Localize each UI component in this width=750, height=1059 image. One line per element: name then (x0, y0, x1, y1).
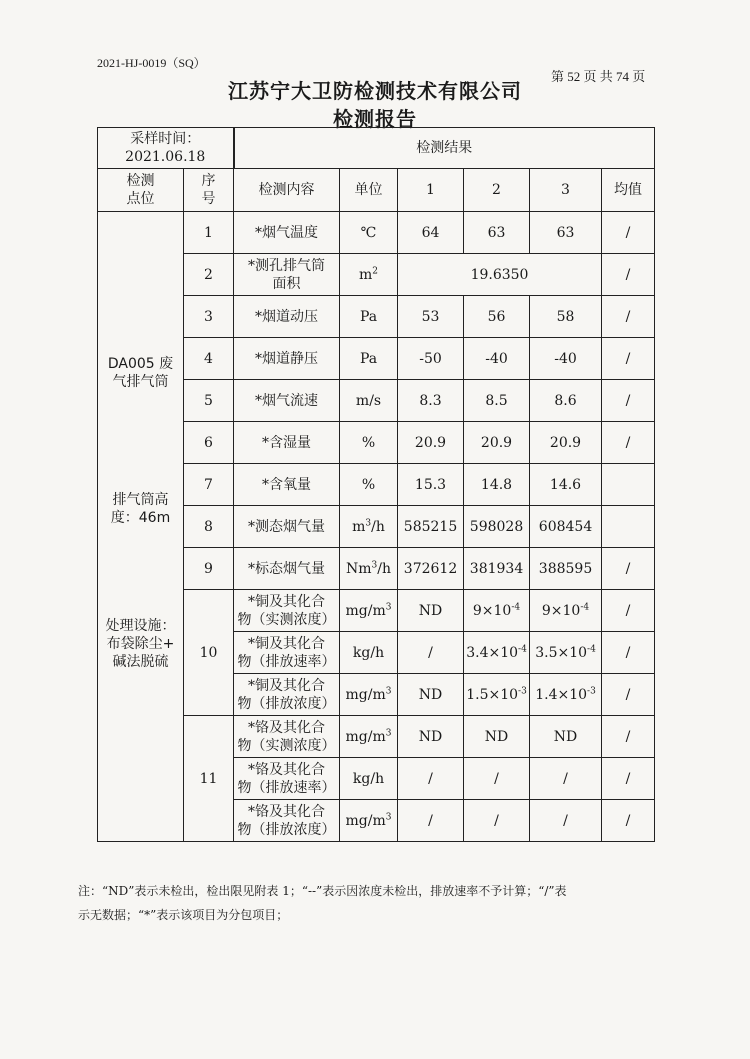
facility-line1: 处理设施： (105, 617, 176, 634)
row-item (234, 800, 340, 842)
row-item: *标态烟气量 (234, 548, 340, 590)
row-v3: / (530, 758, 602, 800)
row-item: *烟道静压 (234, 338, 340, 380)
row-v2: 56 (464, 296, 530, 338)
col-item-header: 检测内容 (234, 169, 340, 212)
value-exp: -4 (587, 643, 596, 654)
facility-line2: 布袋除尘+ (106, 635, 175, 652)
unit-base: Nm (346, 560, 372, 577)
row-avg: / (602, 338, 655, 380)
row-avg: / (602, 674, 655, 716)
row-item (234, 716, 340, 758)
row-v1: 64 (398, 212, 464, 254)
row-v2: 20.9 (464, 422, 530, 464)
row-item-line2: 物（实测浓度） (237, 737, 336, 754)
row-no: 7 (184, 464, 234, 506)
table-row (98, 212, 655, 254)
row-unit (340, 716, 398, 758)
value-base: 9×10 (541, 602, 581, 619)
row-item-line1: *铜及其化合 (248, 593, 326, 610)
row-no: 2 (184, 254, 234, 296)
col-3-header: 3 (530, 169, 602, 212)
row-avg (602, 506, 655, 548)
row-unit: % (340, 422, 398, 464)
row-no: 6 (184, 422, 234, 464)
value-exp: -4 (518, 643, 527, 654)
row-avg: / (602, 422, 655, 464)
row-unit (340, 548, 398, 590)
row-avg (602, 464, 655, 506)
row-item: *含湿量 (234, 422, 340, 464)
row-item (234, 590, 340, 632)
unit-sup: 3 (385, 727, 392, 738)
row-avg: / (602, 716, 655, 758)
row-avg: / (602, 254, 655, 296)
row-item (234, 632, 340, 674)
row-unit: Pa (340, 338, 398, 380)
row-item-line1: *测孔排气筒 (248, 257, 326, 274)
row-item (234, 254, 340, 296)
row-no: 1 (184, 212, 234, 254)
row-v3: 8.6 (530, 380, 602, 422)
col-avg-header: 均值 (602, 169, 655, 212)
row-merged-value: 19.6350 (398, 254, 602, 296)
sampling-time-cell (98, 128, 234, 169)
row-v2 (464, 590, 530, 632)
value-exp: -3 (518, 685, 527, 696)
row-item-line1: *铬及其化合 (248, 803, 326, 820)
company-name: 江苏宁大卫防检测技术有限公司 (228, 79, 522, 103)
row-no: 11 (184, 716, 234, 842)
row-item-line2: 物（排放速率） (237, 653, 336, 670)
row-no: 4 (184, 338, 234, 380)
value-base: 1.4×10 (535, 686, 588, 703)
row-no: 10 (184, 590, 234, 716)
unit-sup: 2 (372, 265, 379, 276)
value-base: 1.5×10 (466, 686, 519, 703)
row-v1: 15.3 (398, 464, 464, 506)
col-point-header (98, 169, 184, 212)
row-v2: 598028 (464, 506, 530, 548)
row-v2 (464, 632, 530, 674)
row-unit: kg/h (340, 632, 398, 674)
col-2-header: 2 (464, 169, 530, 212)
row-item-line2: 物（排放浓度） (237, 695, 336, 712)
row-unit (340, 506, 398, 548)
row-v2: 381934 (464, 548, 530, 590)
unit-sup: 3 (371, 559, 378, 570)
header-row-columns (98, 169, 655, 212)
row-v1: ND (398, 716, 464, 758)
col-point-text: 检测点位 (126, 173, 155, 207)
row-v2 (464, 674, 530, 716)
row-no: 8 (184, 506, 234, 548)
row-avg: / (602, 758, 655, 800)
unit-base: mg/m (345, 728, 386, 745)
value-exp: -3 (587, 685, 596, 696)
row-v2: 63 (464, 212, 530, 254)
results-header: 检测结果 (234, 128, 655, 169)
unit-base: m (352, 518, 366, 535)
value-base: 9×10 (472, 602, 512, 619)
row-item-line1: *铬及其化合 (248, 761, 326, 778)
facility-line3: 碱法脱硫 (112, 653, 169, 670)
report-title: 检测报告 (333, 107, 417, 131)
value-base: 3.4×10 (466, 644, 519, 661)
row-item: *烟道动压 (234, 296, 340, 338)
row-v3: 14.6 (530, 464, 602, 506)
unit-base: mg/m (345, 602, 386, 619)
row-item: *含氧量 (234, 464, 340, 506)
row-unit: ℃ (340, 212, 398, 254)
row-unit: kg/h (340, 758, 398, 800)
row-item (234, 758, 340, 800)
row-item-line2: 物（实测浓度） (237, 611, 336, 628)
row-v1: ND (398, 674, 464, 716)
unit-base: mg/m (345, 812, 386, 829)
sampling-time-label: 采样时间： (130, 131, 201, 147)
row-unit (340, 674, 398, 716)
row-item-line1: *铬及其化合 (248, 719, 326, 736)
row-item: *测态烟气量 (234, 506, 340, 548)
row-item-line2: 物（排放速率） (237, 779, 336, 796)
location-cell (98, 212, 184, 842)
row-v3: 608454 (530, 506, 602, 548)
unit-sup: 3 (385, 811, 392, 822)
value-base: 3.5×10 (535, 644, 588, 661)
unit-tail: /h (371, 518, 385, 535)
row-unit (340, 800, 398, 842)
row-item: *烟气温度 (234, 212, 340, 254)
row-v1: -50 (398, 338, 464, 380)
row-unit (340, 590, 398, 632)
col-unit-header: 单位 (340, 169, 398, 212)
row-v2: 14.8 (464, 464, 530, 506)
row-v3 (530, 590, 602, 632)
location-height-line1: 排气筒高 (112, 491, 169, 508)
unit-sup: 3 (365, 517, 372, 528)
row-v3: / (530, 800, 602, 842)
row-avg: / (602, 548, 655, 590)
location-height-line2: 度：46m (110, 509, 171, 526)
sampling-date: 2021.06.18 (125, 149, 206, 165)
value-exp: -4 (580, 601, 590, 612)
col-1-header: 1 (398, 169, 464, 212)
row-v3: 58 (530, 296, 602, 338)
row-v1: 20.9 (398, 422, 464, 464)
row-avg: / (602, 632, 655, 674)
row-v3: 20.9 (530, 422, 602, 464)
row-avg: / (602, 380, 655, 422)
unit-base: m (359, 266, 373, 283)
row-v3 (530, 632, 602, 674)
location-name-line2: 气排气筒 (112, 373, 169, 390)
footnote (78, 879, 668, 927)
row-unit (340, 254, 398, 296)
row-no: 3 (184, 296, 234, 338)
col-no-text: 序号 (201, 173, 216, 207)
row-item-line1: *铜及其化合 (248, 677, 326, 694)
row-v1: / (398, 632, 464, 674)
report-code: 2021-HJ-0019（SQ） (97, 56, 206, 70)
value-exp: -4 (511, 601, 521, 612)
row-v2: / (464, 758, 530, 800)
footnote-line2: 示无数据；“*”表示该项目为分包项目； (78, 908, 289, 922)
footnote-line1: 注：“ND”表示未检出，检出限见附表 1；“--”表示因浓度未检出，排放速率不予计算；“/”表 (78, 884, 567, 898)
row-v3 (530, 674, 602, 716)
unit-sup: 3 (385, 685, 392, 696)
row-v3: -40 (530, 338, 602, 380)
page-info: 第 52 页 共 74 页 (551, 69, 646, 84)
row-item-line2: 面积 (272, 275, 301, 292)
row-v1: 372612 (398, 548, 464, 590)
row-v3: 388595 (530, 548, 602, 590)
unit-sup: 3 (385, 601, 392, 612)
row-unit: Pa (340, 296, 398, 338)
row-v1: / (398, 800, 464, 842)
row-unit: % (340, 464, 398, 506)
row-v2: 8.5 (464, 380, 530, 422)
unit-base: mg/m (345, 686, 386, 703)
row-v2: -40 (464, 338, 530, 380)
row-item-line2: 物（排放浓度） (237, 821, 336, 838)
row-no: 5 (184, 380, 234, 422)
row-v1: / (398, 758, 464, 800)
row-item-line1: *铜及其化合 (248, 635, 326, 652)
col-no-header (184, 169, 234, 212)
results-table (97, 127, 655, 842)
header-row-sampling (98, 128, 655, 169)
row-avg: / (602, 590, 655, 632)
row-item: *烟气流速 (234, 380, 340, 422)
location-name-line1: DA005 废 (107, 355, 174, 372)
row-unit: m/s (340, 380, 398, 422)
row-item (234, 674, 340, 716)
row-v1: 53 (398, 296, 464, 338)
row-avg: / (602, 800, 655, 842)
row-avg: / (602, 212, 655, 254)
row-v1: 585215 (398, 506, 464, 548)
row-avg: / (602, 296, 655, 338)
row-v3: ND (530, 716, 602, 758)
row-v2: / (464, 800, 530, 842)
row-v1: ND (398, 590, 464, 632)
unit-tail: /h (377, 560, 392, 577)
row-v1: 8.3 (398, 380, 464, 422)
row-v3: 63 (530, 212, 602, 254)
row-v2: ND (464, 716, 530, 758)
row-no: 9 (184, 548, 234, 590)
